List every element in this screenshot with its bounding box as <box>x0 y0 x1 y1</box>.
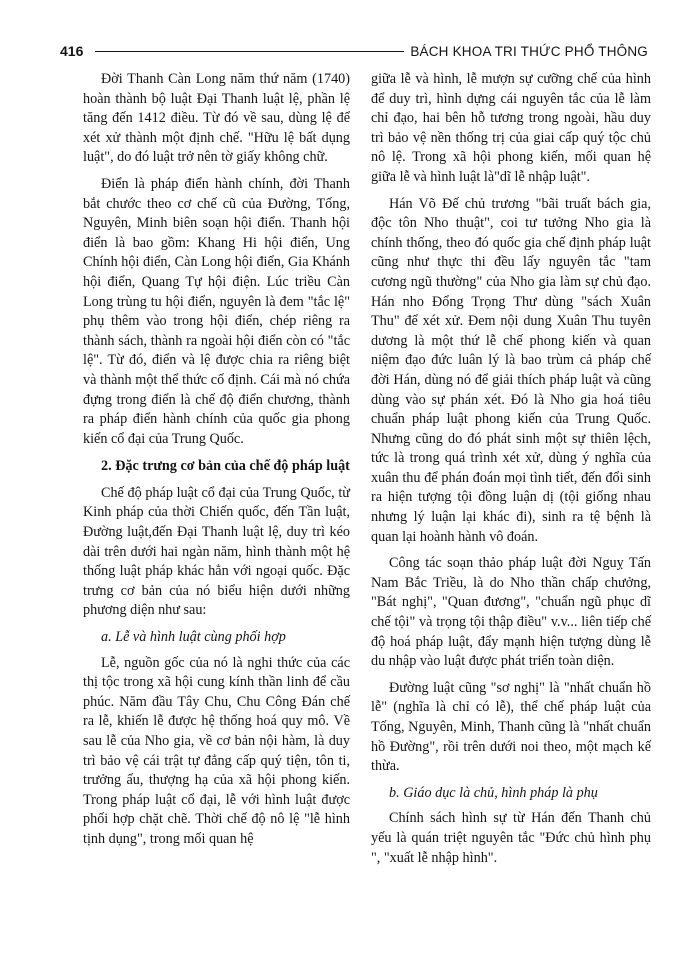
paragraph: Công tác soạn thảo pháp luật đời Nguỵ Tấn Nam Bắc Triều, là do Nho thần chấp chưởng, "Bát nghị", "Quan đương", "chuẩn ngũ phục dĩ chế tội" và trọng tội thập điều" v.v... liên tiếp chế độ hoá pháp luật, đẩy mạnh hiện tượng dùng lễ du nhập vào luật được phát triển toàn diện. <box>371 555 651 670</box>
paragraph: Lễ, nguồn gốc của nó là nghi thức của các thị tộc trong xã hội cung kính thần linh để cầu phúc. Năm đầu Tây Chu, Chu Công Đán chế ra lễ, khiến lễ được hệ thống hoá quy mô. Về sau lễ của Nho gia, về cơ bản nội hàm, là duy trì bảo vệ cái trật tự đẳng cấp quý tiện, tôn ti, trưởng ấu, thượng hạ của xã hội phong kiến. Trong pháp luật cổ đại, lễ với hình luật được phối hợp chặt chẽ. Thời chế độ nô lệ "lễ hình tịnh dụng", trong mối quan hệ <box>83 654 350 847</box>
paragraph-continued: giữa lễ và hình, lễ mượn sự cưỡng chế của hình để duy trì, hình dựng cái nguyên tắc của lễ làm chỉ đạo, hai bên hỗ tương trong ngoài, hầu duy trì bảo vệ nền thống trị của giai cấp quý tộc chủ nô lệ. Trong xã hội phong kiến, mối quan hệ giữa lễ và hình luật là"dĩ lễ nhập luật". <box>371 71 651 185</box>
right-column <box>371 70 651 875</box>
paragraph: Chính sách hình sự từ Hán đến Thanh chủ yếu là quán triệt nguyên tắc "Đức chủ hình phụ ", "xuất lễ nhập hình". <box>371 810 651 866</box>
paragraph: Điển là pháp điển hành chính, đời Thanh bắt chước theo cơ chế cũ của Đường, Tống, Nguyên, Minh biên soạn hội điển. Thanh hội điển là bao gồm: Khang Hi hội điển, Ung Chính hội điển, Càn Long hội điển, Gia Khánh hội điển, Quang Tự hội điện. Lúc triều Càn Long trùng tu hội điển, nguyên là đem "tắc lệ" phụ thêm vào trong hội điển, chép riêng ra thành sách, thành ra ngoài hội điển còn có "tắc lệ". Từ đó, điển và lệ được chia ra riêng biệt và thành một thể thức cố định. Cái mà nó chứa đựng trong điển là chế độ điển chương, thành ra pháp điển hành chính của quốc gia phong kiến cổ đại của Trung Quốc. <box>83 175 350 447</box>
paragraph: Hán Võ Đế chủ trương "bãi truất bách gia, độc tôn Nho thuật", coi tư tưởng Nho gia là chính thống, theo đó quốc gia chế định pháp luật cũng như thực thi đều lấy nguyên tắc "tam cương ngũ thường" của Nho gia làm sự chủ đạo. Hán nho Đổng Trọng Thư dùng "sách Xuân Thu" để xét xử. Đem nội dung Xuân Thu tuyên dương là một thứ lễ chế phong kiến và quan niệm đạo đức luân lý là bao trùm cả pháp chế đời Hán, dùng nó để giải thích pháp luật và cũng dùng vào sự phán xét. Đó là Nho gia hoá tiêu chuẩn pháp luật phong kiến của Trung Quốc. Nhưng cũng do đó phát sinh một sự thiên lệch, tức là trong quá trình xét xử, dùng ý nghĩa của xuân thu để phán đoán mọi tình tiết, đến đổi sinh ra hiện tượng tội đồng luận dị (tội giống nhau nhưng lý luận lại khác đi), sinh ra tệ bệnh là quan lại hoành hành vô đoán. <box>371 195 651 545</box>
paragraph: Chế độ pháp luật cổ đại của Trung Quốc, từ Kinh pháp của thời Chiến quốc, đến Tần luật, Đường luật,đến Đại Thanh luật lệ, duy trì kéo dài trên dưới hai ngàn năm, hình thành một hệ thống luật pháp khác hẳn với ngoại quốc. Đặc trưng cơ bản của nó biểu hiện dưới những phương diện như sau: <box>83 484 350 619</box>
section-heading: 2. Đặc trưng cơ bản của chế độ pháp luật <box>101 458 350 475</box>
subsection-heading: a. Lễ và hình luật cùng phối hợp <box>101 629 286 646</box>
header-rule <box>95 51 404 52</box>
subsection-heading: b. Giáo dục là chủ, hình pháp là phụ <box>389 784 598 801</box>
page-header <box>60 40 648 62</box>
paragraph: Đường luật cũng "sơ nghị" là "nhất chuẩn hồ lễ" (nghĩa là chỉ có lễ), thể chế pháp luật của Tống, Nguyên, Minh, Thanh cũng là "nhất chuẩn hồ Đường", rồi trên dưới noi theo, một mạch kế thừa. <box>371 679 651 775</box>
paragraph: Đời Thanh Càn Long năm thứ năm (1740) hoàn thành bộ luật Đại Thanh luật lệ, phần lệ tăng đến 1412 điều. Từ đó về sau, dùng lệ để xét xử thành một định chế. "Hữu lệ bất dụng luật", do đó luật trở nên tờ giấy không chữ. <box>83 71 350 166</box>
left-column <box>83 70 350 857</box>
book-title: BÁCH KHOA TRI THỨC PHỔ THÔNG <box>410 43 648 59</box>
page-number: 416 <box>60 43 84 59</box>
